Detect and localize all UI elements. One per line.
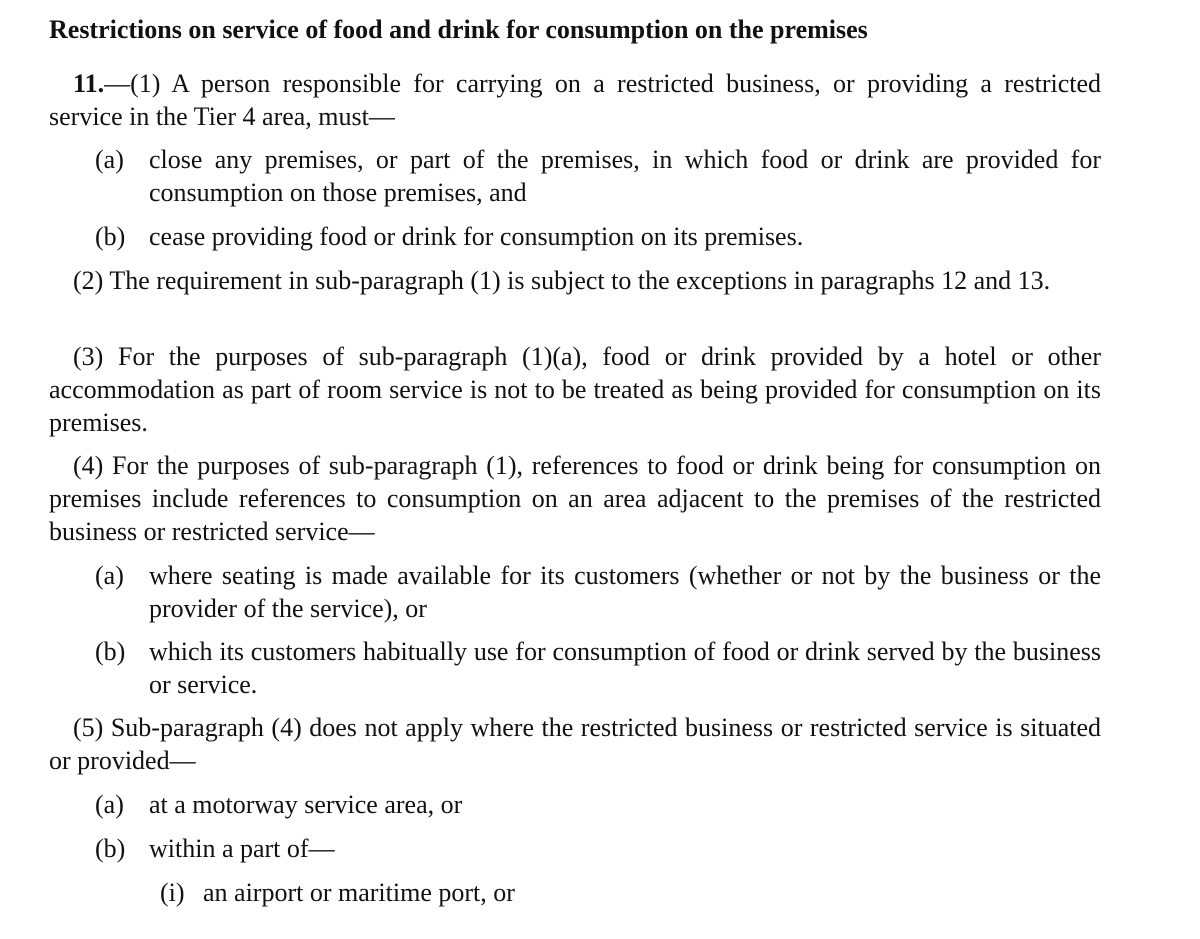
list-item-label: (a) xyxy=(95,145,124,174)
list-item-label: (a) xyxy=(95,561,124,590)
list-item-label: (b) xyxy=(95,834,126,863)
list-item-text: where seating is made available for its customers (whether or not by the business or the provider of the service), or xyxy=(149,561,1101,623)
list-item-text: at a motorway service area, or xyxy=(149,790,463,819)
list-item-label: (i) xyxy=(160,878,185,907)
list-item-text: within a part of— xyxy=(149,834,335,863)
list-item-text: cease providing food or drink for consumption on its premises. xyxy=(149,222,804,251)
list-item-text: an airport or maritime port, or xyxy=(203,878,515,907)
paragraph-11-1 xyxy=(49,67,1101,133)
paragraph-number: 11. xyxy=(73,69,105,98)
list-item-label: (a) xyxy=(95,790,124,819)
list-item-text: close any premises, or part of the premises, in which food or drink are provided for consumption on those premises, and xyxy=(149,145,1101,207)
section-heading: Restrictions on service of food and drink for consumption on the premises xyxy=(49,15,868,44)
paragraph-11-2: (2) The requirement in sub-paragraph (1) is subject to the exceptions in paragraphs 12 and 13. xyxy=(73,266,1051,295)
paragraph-11-1-text: —(1) A person responsible for carrying on a restricted business, or providing a restricted service in the Tier 4 area, must— xyxy=(49,69,1101,131)
paragraph-11-5: (5) Sub-paragraph (4) does not apply where the restricted business or restricted service is situated or provided— xyxy=(49,713,1101,775)
paragraph-11-4: (4) For the purposes of sub-paragraph (1), references to food or drink being for consumption on premises include references to consumption on an area adjacent to the premises of the restricted business or restricted service— xyxy=(49,451,1101,546)
paragraph-11-3: (3) For the purposes of sub-paragraph (1)(a), food or drink provided by a hotel or other accommodation as part of room service is not to be treated as being provided for consumption on its premises. xyxy=(49,342,1101,437)
list-item-label: (b) xyxy=(95,222,126,251)
list-item-text: which its customers habitually use for consumption of food or drink served by the business or service. xyxy=(149,637,1101,699)
list-item-label: (b) xyxy=(95,637,126,666)
